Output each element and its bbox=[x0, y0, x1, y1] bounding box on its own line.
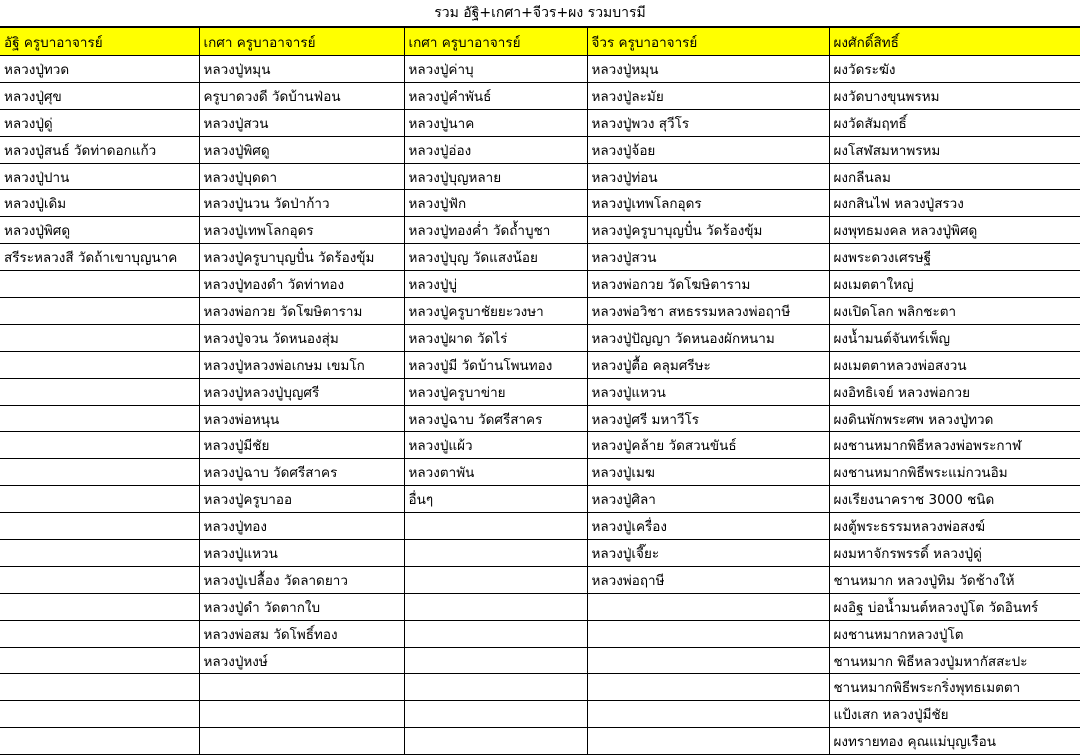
table-cell[interactable]: หลวงปู่เดิม bbox=[0, 190, 199, 217]
table-cell[interactable]: หลวงปู่ละมัย bbox=[587, 82, 829, 109]
table-cell[interactable] bbox=[0, 324, 199, 351]
table-cell[interactable]: หลวงปู่ครูบาข่าย bbox=[404, 378, 587, 405]
table-cell[interactable]: หลวงปู่เมฆ bbox=[587, 459, 829, 486]
table-cell[interactable]: ชานหมาก พิธีหลวงปู่มหากัสสะปะ bbox=[829, 647, 1080, 674]
table-cell[interactable] bbox=[199, 674, 404, 701]
table-body bbox=[0, 56, 1080, 755]
table-row bbox=[0, 324, 1080, 351]
table-row bbox=[0, 244, 1080, 271]
table-cell[interactable] bbox=[0, 298, 199, 325]
table-cell[interactable] bbox=[587, 674, 829, 701]
table-cell[interactable]: หลวงปู่สวน bbox=[587, 244, 829, 271]
table-cell[interactable]: หลวงปู่ฉาบ วัดศรีสาคร bbox=[404, 405, 587, 432]
table-cell[interactable] bbox=[404, 674, 587, 701]
table-cell[interactable] bbox=[0, 271, 199, 298]
table-cell[interactable] bbox=[199, 701, 404, 728]
table-cell[interactable]: หลวงพ่อฤาษี bbox=[587, 566, 829, 593]
table-cell[interactable]: หลวงปู่เจี๊ยะ bbox=[587, 540, 829, 567]
table-cell[interactable]: ชานหมากพิธีพระกริ่งพุทธเมตตา bbox=[829, 674, 1080, 701]
table-cell[interactable] bbox=[0, 378, 199, 405]
table-cell[interactable] bbox=[587, 647, 829, 674]
table-cell[interactable]: หลวงปู่บุดดา bbox=[199, 163, 404, 190]
table-cell[interactable] bbox=[0, 486, 199, 513]
table-cell[interactable] bbox=[0, 513, 199, 540]
table-cell[interactable]: หลวงปู่จ้อย bbox=[587, 136, 829, 163]
table-cell[interactable]: ผงเรียงนาคราช 3000 ชนิด bbox=[829, 486, 1080, 513]
table-cell[interactable] bbox=[0, 432, 199, 459]
table-cell[interactable] bbox=[0, 540, 199, 567]
table-cell[interactable]: หลวงปู่แผ้ว bbox=[404, 432, 587, 459]
table-row bbox=[0, 351, 1080, 378]
table-cell[interactable] bbox=[587, 593, 829, 620]
table-cell[interactable]: หลวงปู่หมุน bbox=[587, 56, 829, 83]
table-cell[interactable] bbox=[587, 620, 829, 647]
table-cell[interactable]: หลวงปู่แหวน bbox=[199, 540, 404, 567]
table-cell[interactable]: หลวงปู่เครื่อง bbox=[587, 513, 829, 540]
table-cell[interactable] bbox=[404, 647, 587, 674]
table-cell[interactable]: หลวงปู่ทองดำ วัดท่าทอง bbox=[199, 271, 404, 298]
table-row bbox=[0, 378, 1080, 405]
table-cell[interactable]: ผงกสินไฟ หลวงปู่สรวง bbox=[829, 190, 1080, 217]
table-cell[interactable]: หลวงพ่อวิชา สหธรรมหลวงพ่อฤาษี bbox=[587, 298, 829, 325]
table-cell[interactable]: หลวงปู่ศรี มหาวีโร bbox=[587, 405, 829, 432]
header-cell-relics[interactable]: อัฐิ ครูบาอาจารย์ bbox=[0, 28, 199, 56]
table-cell[interactable] bbox=[404, 593, 587, 620]
table-cell[interactable]: หลวงปู่ดู่ bbox=[0, 109, 199, 136]
table-cell[interactable]: หลวงปู่ท่อน bbox=[587, 163, 829, 190]
table-cell[interactable]: หลวงปู่ปาน bbox=[0, 163, 199, 190]
table-cell[interactable]: หลวงปู่นาค bbox=[404, 109, 587, 136]
table-cell[interactable]: ผงมหาจักรพรรดิ์ หลวงปู่ดู่ bbox=[829, 540, 1080, 567]
table-cell[interactable]: หลวงปู่พิศดู bbox=[199, 136, 404, 163]
table-cell[interactable]: ผงตู้พระธรรมหลวงพ่อสงฆ์ bbox=[829, 513, 1080, 540]
table-cell[interactable]: หลวงปู่ทอง bbox=[199, 513, 404, 540]
table-cell[interactable]: หลวงปู่เปลื้อง วัดลาดยาว bbox=[199, 566, 404, 593]
table-row bbox=[0, 190, 1080, 217]
table-cell[interactable]: หลวงปู่สวน bbox=[199, 109, 404, 136]
table-cell[interactable]: หลวงปู่นวน วัดป่าก้าว bbox=[199, 190, 404, 217]
table-cell[interactable]: ผงทรายทอง คุณแม่บุญเรือน bbox=[829, 728, 1080, 755]
table-cell[interactable] bbox=[404, 728, 587, 755]
table-row bbox=[0, 136, 1080, 163]
table-cell[interactable] bbox=[404, 540, 587, 567]
table-row bbox=[0, 56, 1080, 83]
table-cell[interactable] bbox=[404, 620, 587, 647]
table-cell[interactable]: หลวงปู่คล้าย วัดสวนขันธ์ bbox=[587, 432, 829, 459]
table-cell[interactable]: หลวงปู่ดำ วัดตากใบ bbox=[199, 593, 404, 620]
table-cell[interactable]: หลวงปู่ตื้อ คลุมศรีษะ bbox=[587, 351, 829, 378]
table-cell[interactable]: ผงชานหมากพิธีพระแม่กวนอิม bbox=[829, 459, 1080, 486]
table-row bbox=[0, 163, 1080, 190]
table-cell[interactable]: หลวงปู่มี วัดบ้านโพนทอง bbox=[404, 351, 587, 378]
table-cell[interactable] bbox=[0, 405, 199, 432]
table-cell[interactable]: หลวงปู่พวง สุวีโร bbox=[587, 109, 829, 136]
table-cell[interactable]: หลวงปู่หงษ์ bbox=[199, 647, 404, 674]
table-cell[interactable]: ผงเปิดโลก พลิกชะตา bbox=[829, 298, 1080, 325]
table-cell[interactable] bbox=[404, 513, 587, 540]
table-cell[interactable]: ผงพระดวงเศรษฐี bbox=[829, 244, 1080, 271]
table-cell[interactable] bbox=[404, 566, 587, 593]
table-cell[interactable] bbox=[587, 728, 829, 755]
table-row bbox=[0, 728, 1080, 755]
header-cell-hair-2[interactable]: เกศา ครูบาอาจารย์ bbox=[404, 28, 587, 56]
table-row bbox=[0, 647, 1080, 674]
table-row bbox=[0, 271, 1080, 298]
table-cell[interactable]: หลวงปู่เทพโลกอุดร bbox=[587, 190, 829, 217]
table-row bbox=[0, 513, 1080, 540]
table-cell[interactable]: แป้งเสก หลวงปู่มีชัย bbox=[829, 701, 1080, 728]
table-cell[interactable]: ผงน้ำมนต์จันทร์เพ็ญ bbox=[829, 324, 1080, 351]
table-cell[interactable]: หลวงพ่อกวย วัดโฆษิตาราม bbox=[199, 298, 404, 325]
table-row bbox=[0, 459, 1080, 486]
data-table bbox=[0, 27, 1080, 755]
table-cell[interactable]: หลวงปู่ศิลา bbox=[587, 486, 829, 513]
table-cell[interactable] bbox=[587, 701, 829, 728]
table-cell[interactable]: ผงพุทธมงคล หลวงปู่พิศดู bbox=[829, 217, 1080, 244]
table-cell[interactable] bbox=[0, 593, 199, 620]
table-row bbox=[0, 405, 1080, 432]
table-cell[interactable]: หลวงปู่บู่ bbox=[404, 271, 587, 298]
table-row bbox=[0, 674, 1080, 701]
sheet-title: รวม อัฐิ+เกศา+จีวร+ผง รวมบารมี bbox=[0, 0, 1080, 27]
table-cell[interactable]: หลวงปู่หลวงพ่อเกษม เขมโก bbox=[199, 351, 404, 378]
table-cell[interactable]: หลวงปู่ฟัก bbox=[404, 190, 587, 217]
table-cell[interactable]: ผงดินพักพระศพ หลวงปู่ทวด bbox=[829, 405, 1080, 432]
table-cell[interactable]: หลวงปู่เทพโลกอุดร bbox=[199, 217, 404, 244]
table-cell[interactable]: ผงเมตตาใหญ่ bbox=[829, 271, 1080, 298]
table-row bbox=[0, 82, 1080, 109]
table-cell[interactable]: หลวงปู่จวน วัดหนองสุ่ม bbox=[199, 324, 404, 351]
table-cell[interactable]: หลวงพ่อสม วัดโพธิ์ทอง bbox=[199, 620, 404, 647]
table-row bbox=[0, 217, 1080, 244]
table-cell[interactable]: หลวงพ่อหนุน bbox=[199, 405, 404, 432]
table-cell[interactable]: หลวงปู่พิศดู bbox=[0, 217, 199, 244]
table-cell[interactable]: ผงชานหมากพิธีหลวงพ่อพระกาฬ bbox=[829, 432, 1080, 459]
table-row bbox=[0, 486, 1080, 513]
table-row bbox=[0, 701, 1080, 728]
table-cell[interactable]: ผงวัดระฆัง bbox=[829, 56, 1080, 83]
table-cell[interactable]: ผงกลีนลม bbox=[829, 163, 1080, 190]
table-cell[interactable] bbox=[199, 728, 404, 755]
table-cell[interactable]: หลวงตาพัน bbox=[404, 459, 587, 486]
table-cell[interactable]: หลวงปู่มีชัย bbox=[199, 432, 404, 459]
table-row bbox=[0, 540, 1080, 567]
table-cell[interactable]: ผงโสฬสมหาพรหม bbox=[829, 136, 1080, 163]
table-cell[interactable]: หลวงปู่ครูบาชัยยะวงษา bbox=[404, 298, 587, 325]
table-cell[interactable]: หลวงปู่ค่าบุ bbox=[404, 56, 587, 83]
table-cell[interactable]: หลวงปู่ครูบาบุญปั๋น วัดร้องขุ้ม bbox=[587, 217, 829, 244]
table-cell[interactable]: หลวงปู่ทองค่ำ วัดถ้ำบูชา bbox=[404, 217, 587, 244]
table-cell[interactable]: ผงวัดบางขุนพรหม bbox=[829, 82, 1080, 109]
header-cell-sacred-powder[interactable]: ผงศักดิ์สิทธิ์ bbox=[829, 28, 1080, 56]
header-cell-robe[interactable]: จีวร ครูบาอาจารย์ bbox=[587, 28, 829, 56]
table-row bbox=[0, 566, 1080, 593]
table-cell[interactable]: หลวงปู่สนธ์ วัดท่าดอกแก้ว bbox=[0, 136, 199, 163]
table-cell[interactable]: หลวงปู่แหวน bbox=[587, 378, 829, 405]
table-cell[interactable]: ครูบาดวงดี วัดบ้านฟ่อน bbox=[199, 82, 404, 109]
table-cell[interactable] bbox=[0, 620, 199, 647]
table-cell[interactable]: หลวงปู่ปัญญา วัดหนองผักหนาม bbox=[587, 324, 829, 351]
table-cell[interactable]: อื่นๆ bbox=[404, 486, 587, 513]
table-cell[interactable]: หลวงปู่ผาด วัดไร่ bbox=[404, 324, 587, 351]
table-cell[interactable]: หลวงปู่ครูบาบุญปั๋น วัดร้องขุ้ม bbox=[199, 244, 404, 271]
table-cell[interactable]: หลวงปู่ทวด bbox=[0, 56, 199, 83]
table-cell[interactable] bbox=[0, 701, 199, 728]
table-cell[interactable]: สรีระหลวงสี วัดถ้าเขาบุญนาค bbox=[0, 244, 199, 271]
table-cell[interactable]: หลวงปู่หมุน bbox=[199, 56, 404, 83]
table-cell[interactable] bbox=[0, 728, 199, 755]
table-cell[interactable]: หลวงปู่บุญหลาย bbox=[404, 163, 587, 190]
table-cell[interactable]: หลวงพ่อกวย วัดโฆษิตาราม bbox=[587, 271, 829, 298]
table-cell[interactable]: หลวงปู่ฉาบ วัดศรีสาคร bbox=[199, 459, 404, 486]
table-cell[interactable] bbox=[404, 701, 587, 728]
table-cell[interactable]: หลวงปู่ศุข bbox=[0, 82, 199, 109]
table-cell[interactable] bbox=[0, 674, 199, 701]
table-cell[interactable]: ผงเมตตาหลวงพ่อสงวน bbox=[829, 351, 1080, 378]
table-cell[interactable]: หลวงปู่ครูบาออ bbox=[199, 486, 404, 513]
table-cell[interactable] bbox=[0, 647, 199, 674]
header-row bbox=[0, 28, 1080, 56]
table-cell[interactable]: หลวงปู่หลวงปู่บุญศรี bbox=[199, 378, 404, 405]
table-row bbox=[0, 109, 1080, 136]
table-cell[interactable] bbox=[0, 566, 199, 593]
table-row bbox=[0, 593, 1080, 620]
table-cell[interactable] bbox=[0, 351, 199, 378]
table-cell[interactable]: หลวงปู่อ่อง bbox=[404, 136, 587, 163]
table-row bbox=[0, 620, 1080, 647]
table-cell[interactable]: ผงอิทธิเจย์ หลวงพ่อกวย bbox=[829, 378, 1080, 405]
table-cell[interactable]: หลวงปู่บุญ วัดแสงน้อย bbox=[404, 244, 587, 271]
table-cell[interactable] bbox=[0, 459, 199, 486]
table-cell[interactable]: ผงอิฐ บ่อน้ำมนต์หลวงปู่โต วัดอินทร์ bbox=[829, 593, 1080, 620]
table-cell[interactable]: ผงชานหมากหลวงปู่โต bbox=[829, 620, 1080, 647]
table-cell[interactable]: ชานหมาก หลวงปู่ทิม วัดช้างให้ bbox=[829, 566, 1080, 593]
header-cell-hair-1[interactable]: เกศา ครูบาอาจารย์ bbox=[199, 28, 404, 56]
table-cell[interactable]: หลวงปู่คำพันธ์ bbox=[404, 82, 587, 109]
table-cell[interactable]: ผงวัดสัมฤทธิ์ bbox=[829, 109, 1080, 136]
table-row bbox=[0, 432, 1080, 459]
table-row bbox=[0, 298, 1080, 325]
